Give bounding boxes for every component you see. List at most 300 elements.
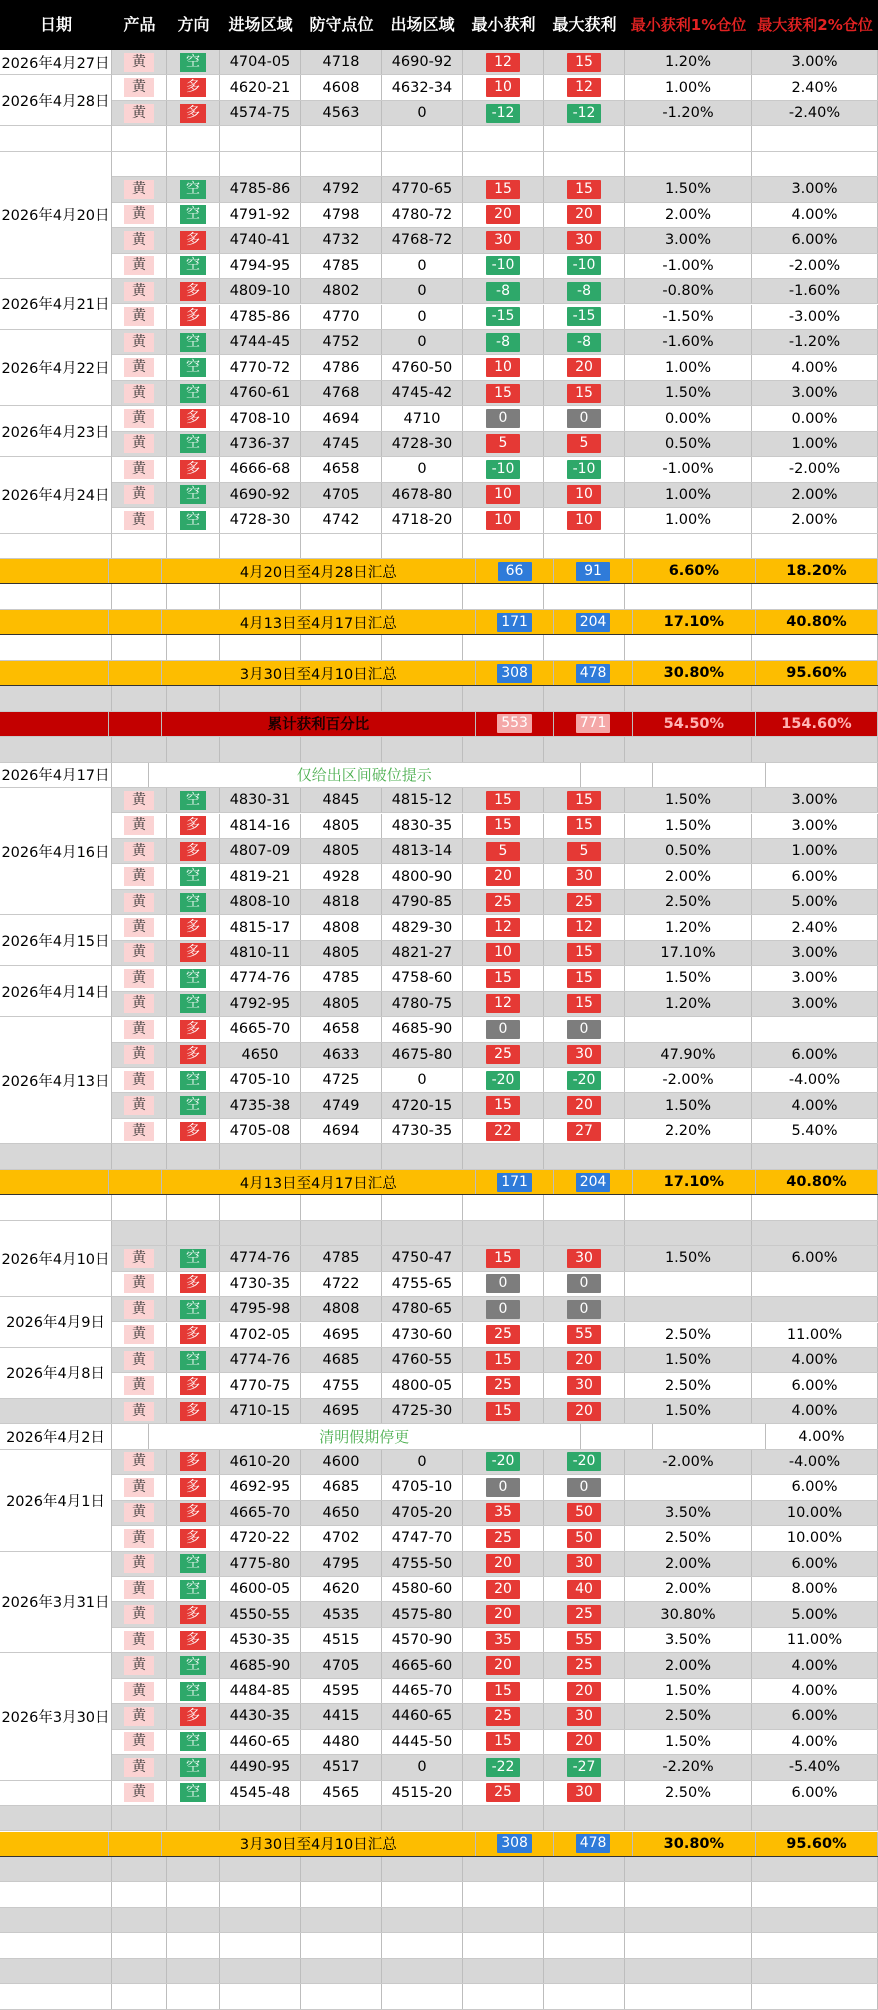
empty-cell[interactable]	[382, 1195, 463, 1219]
max-profit-cell[interactable]	[544, 1526, 625, 1550]
exit-zone-cell[interactable]: 4730-60	[382, 1323, 463, 1347]
empty-cell[interactable]	[301, 1984, 382, 2008]
stop-level-cell[interactable]: 4749	[301, 1093, 382, 1117]
max-profit-pct-cell[interactable]: 6.00%	[752, 864, 878, 888]
summary-min-profit[interactable]	[476, 559, 555, 583]
min-profit-pct-cell[interactable]	[625, 1017, 752, 1041]
date-label[interactable]: 2026年4月28日	[0, 75, 112, 126]
entry-zone-cell[interactable]: 4774-76	[220, 1246, 301, 1270]
min-profit-pct-cell[interactable]: 3.50%	[625, 1501, 752, 1525]
entry-zone-cell[interactable]: 4690-92	[220, 483, 301, 507]
max-profit-cell[interactable]	[544, 457, 625, 481]
direction-cell[interactable]	[167, 1093, 220, 1117]
direction-cell[interactable]	[167, 432, 220, 456]
exit-zone-cell[interactable]: 0	[382, 457, 463, 481]
max-profit-pct-cell[interactable]: -1.60%	[752, 279, 878, 303]
min-profit-cell[interactable]	[463, 228, 544, 252]
stop-level-cell[interactable]: 4535	[301, 1602, 382, 1626]
direction-cell[interactable]	[167, 1068, 220, 1092]
stop-level-cell[interactable]: 4786	[301, 355, 382, 379]
product-cell[interactable]	[109, 610, 162, 634]
product-cell[interactable]	[109, 661, 162, 685]
max-profit-pct-cell[interactable]: 4.00%	[752, 1399, 878, 1423]
max-profit-cell[interactable]	[544, 254, 625, 278]
product-cell[interactable]	[112, 254, 167, 278]
empty-cell[interactable]	[625, 584, 752, 608]
empty-cell[interactable]	[544, 635, 625, 659]
date-cell[interactable]	[0, 1781, 112, 1805]
min-profit-pct-cell[interactable]: 1.50%	[625, 177, 752, 201]
empty-cell[interactable]	[382, 1857, 463, 1881]
entry-zone-cell[interactable]: 4620-21	[220, 75, 301, 99]
product-cell[interactable]	[112, 839, 167, 863]
min-profit-pct-cell[interactable]	[625, 1272, 752, 1296]
max-profit-cell[interactable]	[544, 177, 625, 201]
empty-cell[interactable]	[544, 1959, 625, 1983]
max-profit-pct-cell[interactable]: 10.00%	[752, 1501, 878, 1525]
empty-cell[interactable]	[0, 1195, 112, 1219]
empty-cell[interactable]	[544, 686, 625, 710]
empty-cell[interactable]	[544, 1882, 625, 1906]
exit-zone-cell[interactable]: 4821-27	[382, 941, 463, 965]
product-cell[interactable]	[112, 1755, 167, 1779]
empty-cell[interactable]	[112, 1857, 167, 1881]
exit-zone-cell[interactable]: 4758-60	[382, 966, 463, 990]
direction-cell[interactable]	[167, 75, 220, 99]
direction-cell[interactable]	[167, 1119, 220, 1143]
date-label[interactable]: 2026年4月9日	[0, 1297, 112, 1348]
max-profit-pct-cell[interactable]: 2.40%	[752, 915, 878, 939]
empty-cell[interactable]	[167, 686, 220, 710]
product-cell[interactable]	[112, 1373, 167, 1397]
product-cell[interactable]	[112, 1552, 167, 1576]
product-cell[interactable]	[112, 508, 167, 532]
summary-min-profit[interactable]	[476, 610, 555, 634]
empty-cell[interactable]	[0, 1959, 112, 1983]
empty-cell[interactable]	[752, 1933, 878, 1957]
date-label[interactable]: 2026年4月23日	[0, 406, 112, 457]
exit-zone-cell[interactable]: 4780-72	[382, 203, 463, 227]
empty-cell[interactable]	[625, 1908, 752, 1932]
entry-zone-cell[interactable]: 4814-16	[220, 814, 301, 838]
date-label[interactable]: 2026年4月2日	[0, 1424, 112, 1449]
stop-level-cell[interactable]: 4685	[301, 1348, 382, 1372]
date-cell[interactable]	[0, 1399, 112, 1423]
max-profit-cell[interactable]	[544, 1781, 625, 1805]
entry-zone-cell[interactable]: 4666-68	[220, 457, 301, 481]
entry-zone-cell[interactable]: 4685-90	[220, 1653, 301, 1677]
entry-zone-cell[interactable]: 4574-75	[220, 101, 301, 125]
max-profit-cell[interactable]	[544, 1348, 625, 1372]
product-cell[interactable]	[112, 966, 167, 990]
product-cell[interactable]	[112, 992, 167, 1016]
min-profit-cell[interactable]	[463, 890, 544, 914]
empty-cell[interactable]	[167, 1195, 220, 1219]
stop-level-cell[interactable]: 4732	[301, 228, 382, 252]
date-label[interactable]: 2026年3月31日	[0, 1552, 112, 1654]
exit-zone-cell[interactable]: 4690-92	[382, 50, 463, 74]
product-cell[interactable]	[112, 406, 167, 430]
min-profit-cell[interactable]	[463, 1450, 544, 1474]
direction-cell[interactable]	[167, 1246, 220, 1270]
entry-zone-cell[interactable]: 4665-70	[220, 1017, 301, 1041]
empty-cell[interactable]	[463, 1195, 544, 1219]
empty-cell[interactable]	[463, 534, 544, 558]
date-label[interactable]: 2026年4月10日	[0, 1221, 112, 1297]
direction-cell[interactable]	[167, 50, 220, 74]
empty-cell[interactable]	[112, 1959, 167, 1983]
product-cell[interactable]	[109, 712, 162, 736]
empty-cell[interactable]	[167, 584, 220, 608]
empty-cell[interactable]	[112, 534, 167, 558]
exit-zone-cell[interactable]: 4780-65	[382, 1297, 463, 1321]
min-profit-pct-cell[interactable]: 1.00%	[625, 508, 752, 532]
product-cell[interactable]	[112, 1348, 167, 1372]
stop-level-cell[interactable]: 4694	[301, 1119, 382, 1143]
exit-zone-cell[interactable]: 4760-55	[382, 1348, 463, 1372]
product-cell[interactable]	[112, 1399, 167, 1423]
min-profit-cell[interactable]	[463, 1577, 544, 1601]
max-profit-pct-cell[interactable]: -2.00%	[752, 254, 878, 278]
product-cell[interactable]	[112, 1475, 167, 1499]
summary-max-pct[interactable]: 18.20%	[756, 559, 878, 583]
max-profit-pct-cell[interactable]: 4.00%	[752, 355, 878, 379]
product-cell[interactable]	[112, 915, 167, 939]
exit-zone-cell[interactable]: 0	[382, 330, 463, 354]
min-profit-cell[interactable]	[463, 1348, 544, 1372]
empty-cell[interactable]	[220, 1195, 301, 1219]
empty-cell[interactable]	[625, 152, 752, 176]
empty-cell[interactable]	[752, 1221, 878, 1245]
max-profit-pct-cell[interactable]: 4.00%	[752, 1679, 878, 1703]
max-profit-cell[interactable]	[544, 1475, 625, 1499]
max-profit-cell[interactable]	[544, 1119, 625, 1143]
min-profit-cell[interactable]	[463, 432, 544, 456]
min-profit-cell[interactable]	[463, 1119, 544, 1143]
min-profit-cell[interactable]	[463, 1093, 544, 1117]
min-profit-cell[interactable]	[463, 203, 544, 227]
empty-cell[interactable]	[382, 152, 463, 176]
product-cell[interactable]	[109, 1170, 162, 1194]
stop-level-cell[interactable]: 4695	[301, 1399, 382, 1423]
empty-cell[interactable]	[653, 1424, 766, 1448]
empty-cell[interactable]	[112, 1933, 167, 1957]
exit-zone-cell[interactable]: 4632-34	[382, 75, 463, 99]
min-profit-pct-cell[interactable]: 1.50%	[625, 1730, 752, 1754]
min-profit-cell[interactable]	[463, 1679, 544, 1703]
direction-cell[interactable]	[167, 1475, 220, 1499]
product-cell[interactable]	[112, 1246, 167, 1270]
stop-level-cell[interactable]: 4792	[301, 177, 382, 201]
product-cell[interactable]	[112, 228, 167, 252]
exit-zone-cell[interactable]: 4718-20	[382, 508, 463, 532]
exit-zone-cell[interactable]: 4829-30	[382, 915, 463, 939]
entry-zone-cell[interactable]: 4809-10	[220, 279, 301, 303]
date-label[interactable]: 2026年4月1日	[0, 1450, 112, 1552]
empty-cell[interactable]	[220, 1959, 301, 1983]
empty-cell[interactable]	[752, 152, 878, 176]
min-profit-pct-cell[interactable]: 2.00%	[625, 203, 752, 227]
empty-cell[interactable]	[167, 126, 220, 150]
empty-cell[interactable]	[544, 1806, 625, 1830]
min-profit-cell[interactable]	[463, 992, 544, 1016]
empty-cell[interactable]	[382, 1882, 463, 1906]
max-profit-cell[interactable]	[544, 1017, 625, 1041]
product-cell[interactable]	[109, 1832, 162, 1856]
max-profit-pct-cell[interactable]: -5.40%	[752, 1755, 878, 1779]
stop-level-cell[interactable]: 4805	[301, 814, 382, 838]
min-profit-cell[interactable]	[463, 381, 544, 405]
direction-cell[interactable]	[167, 1373, 220, 1397]
empty-cell[interactable]	[301, 1144, 382, 1168]
stop-level-cell[interactable]: 4722	[301, 1272, 382, 1296]
direction-cell[interactable]	[167, 839, 220, 863]
empty-cell[interactable]	[301, 1221, 382, 1245]
max-profit-pct-cell[interactable]: 10.00%	[752, 1526, 878, 1550]
empty-cell[interactable]	[167, 1857, 220, 1881]
exit-zone-cell[interactable]: 4760-50	[382, 355, 463, 379]
entry-zone-cell[interactable]: 4708-10	[220, 406, 301, 430]
max-profit-cell[interactable]	[544, 483, 625, 507]
min-profit-cell[interactable]	[463, 1501, 544, 1525]
empty-cell[interactable]	[112, 126, 167, 150]
direction-cell[interactable]	[167, 992, 220, 1016]
min-profit-cell[interactable]	[463, 1017, 544, 1041]
empty-cell[interactable]	[167, 152, 220, 176]
entry-zone-cell[interactable]: 4819-21	[220, 864, 301, 888]
min-profit-pct-cell[interactable]: 1.50%	[625, 1246, 752, 1270]
stop-level-cell[interactable]: 4658	[301, 457, 382, 481]
direction-cell[interactable]	[167, 1628, 220, 1652]
stop-level-cell[interactable]: 4620	[301, 1577, 382, 1601]
max-profit-pct-cell[interactable]	[752, 1272, 878, 1296]
exit-zone-cell[interactable]: 4745-42	[382, 381, 463, 405]
empty-cell[interactable]	[463, 1959, 544, 1983]
summary-min-profit[interactable]	[476, 1832, 555, 1856]
stop-level-cell[interactable]: 4515	[301, 1628, 382, 1652]
empty-cell[interactable]	[167, 1933, 220, 1957]
min-profit-pct-cell[interactable]: 1.00%	[625, 483, 752, 507]
empty-cell[interactable]	[625, 1221, 752, 1245]
max-profit-pct-cell[interactable]: 4.00%	[752, 1653, 878, 1677]
max-profit-pct-cell[interactable]: 4.00%	[766, 1424, 878, 1448]
date-cell[interactable]	[0, 1170, 109, 1194]
empty-cell[interactable]	[625, 635, 752, 659]
min-profit-pct-cell[interactable]: -2.00%	[625, 1068, 752, 1092]
empty-cell[interactable]	[0, 1933, 112, 1957]
max-profit-pct-cell[interactable]: 0.00%	[752, 406, 878, 430]
entry-zone-cell[interactable]: 4545-48	[220, 1781, 301, 1805]
max-profit-cell[interactable]	[544, 406, 625, 430]
empty-cell[interactable]	[463, 126, 544, 150]
entry-zone-cell[interactable]: 4736-37	[220, 432, 301, 456]
max-profit-cell[interactable]	[544, 1297, 625, 1321]
max-profit-pct-cell[interactable]: 3.00%	[752, 177, 878, 201]
min-profit-pct-cell[interactable]: 1.50%	[625, 1348, 752, 1372]
entry-zone-cell[interactable]: 4730-35	[220, 1272, 301, 1296]
empty-cell[interactable]	[625, 1882, 752, 1906]
stop-level-cell[interactable]: 4633	[301, 1043, 382, 1067]
product-cell[interactable]	[112, 75, 167, 99]
max-profit-cell[interactable]	[544, 1450, 625, 1474]
empty-cell[interactable]	[752, 1984, 878, 2008]
empty-cell[interactable]	[382, 737, 463, 761]
min-profit-pct-cell[interactable]: 47.90%	[625, 1043, 752, 1067]
entry-zone-cell[interactable]: 4704-05	[220, 50, 301, 74]
max-profit-cell[interactable]	[544, 1679, 625, 1703]
max-profit-cell[interactable]	[544, 966, 625, 990]
empty-cell[interactable]	[382, 1221, 463, 1245]
min-profit-pct-cell[interactable]: 2.50%	[625, 1704, 752, 1728]
empty-cell[interactable]	[220, 152, 301, 176]
max-profit-cell[interactable]	[544, 1552, 625, 1576]
empty-cell[interactable]	[752, 737, 878, 761]
min-profit-pct-cell[interactable]: 3.00%	[625, 228, 752, 252]
exit-zone-cell[interactable]: 4747-70	[382, 1526, 463, 1550]
summary-min-profit[interactable]	[476, 1170, 555, 1194]
direction-cell[interactable]	[167, 1704, 220, 1728]
product-cell[interactable]	[112, 1450, 167, 1474]
exit-zone-cell[interactable]: 4465-70	[382, 1679, 463, 1703]
empty-cell[interactable]	[463, 635, 544, 659]
entry-zone-cell[interactable]: 4740-41	[220, 228, 301, 252]
direction-cell[interactable]	[167, 1577, 220, 1601]
empty-cell[interactable]	[581, 1424, 653, 1448]
empty-cell[interactable]	[167, 1984, 220, 2008]
stop-level-cell[interactable]: 4752	[301, 330, 382, 354]
direction-cell[interactable]	[167, 814, 220, 838]
product-cell[interactable]	[112, 305, 167, 329]
empty-cell[interactable]	[301, 1882, 382, 1906]
direction-cell[interactable]	[167, 177, 220, 201]
min-profit-cell[interactable]	[463, 1755, 544, 1779]
product-cell[interactable]	[109, 559, 162, 583]
empty-cell[interactable]	[463, 152, 544, 176]
entry-zone-cell[interactable]: 4484-85	[220, 1679, 301, 1703]
max-profit-pct-cell[interactable]: 3.00%	[752, 992, 878, 1016]
empty-cell[interactable]	[0, 737, 112, 761]
exit-zone-cell[interactable]: 4720-15	[382, 1093, 463, 1117]
empty-cell[interactable]	[752, 534, 878, 558]
product-cell[interactable]	[112, 1704, 167, 1728]
empty-cell[interactable]	[544, 1195, 625, 1219]
summary-min-profit[interactable]	[476, 712, 555, 736]
entry-zone-cell[interactable]: 4807-09	[220, 839, 301, 863]
min-profit-cell[interactable]	[463, 50, 544, 74]
empty-cell[interactable]	[544, 152, 625, 176]
stop-level-cell[interactable]: 4818	[301, 890, 382, 914]
header-stop-level[interactable]: 防守点位	[309, 15, 374, 34]
date-label[interactable]: 2026年4月15日	[0, 915, 112, 966]
product-cell[interactable]	[112, 1297, 167, 1321]
min-profit-cell[interactable]	[463, 1653, 544, 1677]
exit-zone-cell[interactable]: 4570-90	[382, 1628, 463, 1652]
min-profit-cell[interactable]	[463, 839, 544, 863]
empty-cell[interactable]	[463, 1221, 544, 1245]
direction-cell[interactable]	[167, 1272, 220, 1296]
direction-cell[interactable]	[167, 1450, 220, 1474]
min-profit-pct-cell[interactable]: -1.50%	[625, 305, 752, 329]
stop-level-cell[interactable]: 4705	[301, 483, 382, 507]
empty-cell[interactable]	[653, 763, 766, 787]
max-profit-cell[interactable]	[544, 330, 625, 354]
min-profit-cell[interactable]	[463, 457, 544, 481]
min-profit-cell[interactable]	[463, 1043, 544, 1067]
stop-level-cell[interactable]: 4694	[301, 406, 382, 430]
empty-cell[interactable]	[544, 1144, 625, 1168]
stop-level-cell[interactable]: 4517	[301, 1755, 382, 1779]
min-profit-pct-cell[interactable]: 1.50%	[625, 788, 752, 812]
max-profit-pct-cell[interactable]: 3.00%	[752, 50, 878, 74]
exit-zone-cell[interactable]: 4575-80	[382, 1602, 463, 1626]
product-cell[interactable]	[112, 1628, 167, 1652]
empty-cell[interactable]	[112, 1908, 167, 1932]
empty-cell[interactable]	[112, 737, 167, 761]
max-profit-cell[interactable]	[544, 1323, 625, 1347]
stop-level-cell[interactable]: 4798	[301, 203, 382, 227]
date-label[interactable]: 2026年4月21日	[0, 279, 112, 330]
stop-level-cell[interactable]: 4805	[301, 839, 382, 863]
min-profit-cell[interactable]	[463, 1068, 544, 1092]
min-profit-cell[interactable]	[463, 1704, 544, 1728]
max-profit-pct-cell[interactable]: -2.40%	[752, 101, 878, 125]
max-profit-pct-cell[interactable]	[766, 763, 878, 787]
exit-zone-cell[interactable]: 0	[382, 101, 463, 125]
empty-cell[interactable]	[463, 1857, 544, 1881]
product-cell[interactable]	[112, 1501, 167, 1525]
entry-zone-cell[interactable]: 4650	[220, 1043, 301, 1067]
product-cell[interactable]	[112, 355, 167, 379]
max-profit-pct-cell[interactable]: 11.00%	[752, 1628, 878, 1652]
empty-cell[interactable]	[463, 737, 544, 761]
exit-zone-cell[interactable]: 4705-10	[382, 1475, 463, 1499]
min-profit-pct-cell[interactable]: 1.20%	[625, 915, 752, 939]
entry-zone-cell[interactable]: 4744-45	[220, 330, 301, 354]
date-label[interactable]: 2026年4月24日	[0, 457, 112, 533]
stop-level-cell[interactable]: 4685	[301, 1475, 382, 1499]
empty-cell[interactable]	[112, 1195, 167, 1219]
stop-level-cell[interactable]: 4802	[301, 279, 382, 303]
date-label[interactable]: 2026年4月17日	[0, 763, 112, 788]
direction-cell[interactable]	[167, 508, 220, 532]
exit-zone-cell[interactable]: 4460-65	[382, 1704, 463, 1728]
max-profit-cell[interactable]	[544, 305, 625, 329]
stop-level-cell[interactable]: 4805	[301, 941, 382, 965]
product-cell[interactable]	[112, 1323, 167, 1347]
empty-cell[interactable]	[463, 686, 544, 710]
direction-cell[interactable]	[167, 1602, 220, 1626]
empty-cell[interactable]	[167, 1908, 220, 1932]
min-profit-pct-cell[interactable]: 17.10%	[625, 941, 752, 965]
min-profit-pct-cell[interactable]: 1.00%	[625, 355, 752, 379]
summary-min-pct[interactable]: 17.10%	[633, 1170, 756, 1194]
exit-zone-cell[interactable]: 0	[382, 1068, 463, 1092]
product-cell[interactable]	[112, 177, 167, 201]
product-cell[interactable]	[112, 1043, 167, 1067]
max-profit-cell[interactable]	[544, 381, 625, 405]
empty-cell[interactable]	[544, 1984, 625, 2008]
empty-cell[interactable]	[625, 737, 752, 761]
empty-cell[interactable]	[382, 1984, 463, 2008]
stop-level-cell[interactable]: 4785	[301, 1246, 382, 1270]
stop-level-cell[interactable]: 4563	[301, 101, 382, 125]
direction-cell[interactable]	[167, 1399, 220, 1423]
min-profit-cell[interactable]	[463, 254, 544, 278]
min-profit-cell[interactable]	[463, 1246, 544, 1270]
empty-cell[interactable]	[112, 1806, 167, 1830]
empty-cell[interactable]	[220, 737, 301, 761]
max-profit-pct-cell[interactable]	[752, 1297, 878, 1321]
